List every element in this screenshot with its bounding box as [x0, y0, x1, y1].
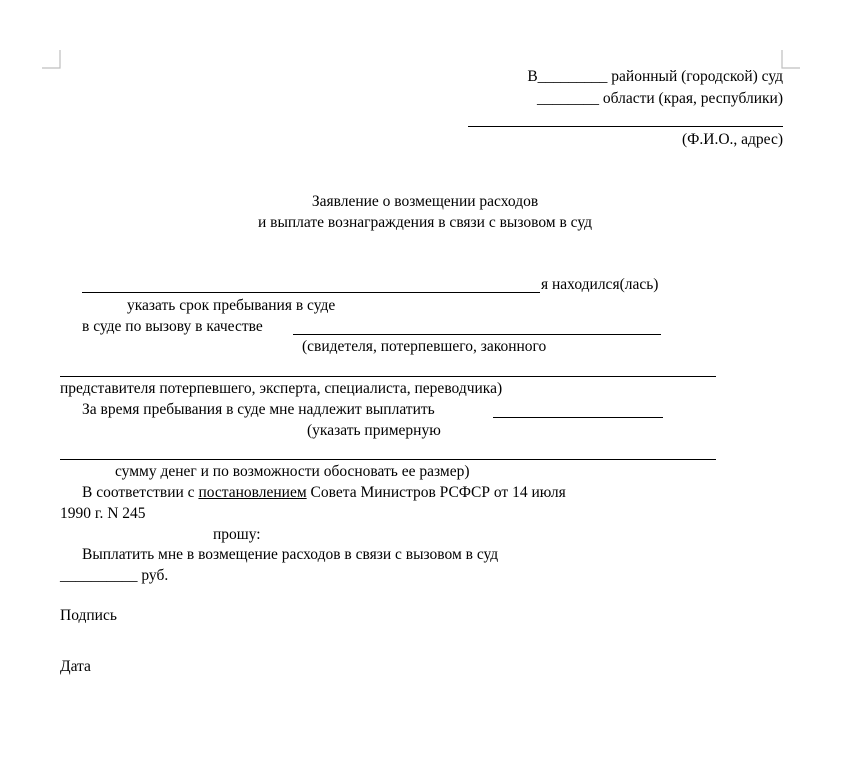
title-line-2: и выплате вознаграждения в связи с вызовом в суд [257, 214, 592, 231]
basis-suffix: Совета Министров РСФСР от 14 июля [306, 484, 566, 501]
fio-blank-line [468, 126, 783, 127]
request-text: Выплатить мне в возмещение расходов в связи с вызовом в суд [82, 546, 499, 563]
role-blank-line-2 [60, 376, 716, 377]
role-blank-line [293, 334, 661, 335]
basis-paragraph [82, 484, 566, 502]
stay-suffix: я находился(лась) [541, 276, 659, 293]
signature-label: Подпись [60, 607, 117, 624]
amount-line: __________ руб. [60, 567, 169, 584]
court-line: В_________ районный (городской) суд [527, 68, 783, 85]
region-line: ________ области (края, республики) [536, 90, 783, 107]
payment-blank-line-2 [60, 459, 716, 460]
title-line-1: Заявление о возмещении расходов [311, 193, 539, 210]
payment-hint-line-1: (указать примерную [307, 422, 441, 439]
payment-prefix: За время пребывания в суде мне надлежит выплатить [82, 401, 435, 418]
payment-blank-line [493, 417, 663, 418]
top-left-corner-mark [40, 50, 62, 70]
summoned-prefix: в суде по вызову в качестве [82, 318, 263, 335]
role-hint-line-1: (свидетеля, потерпевшего, законного [302, 338, 547, 355]
top-right-corner-mark [780, 50, 802, 70]
payment-hint-line-2: сумму денег и по возможности обосновать ее размер) [115, 463, 470, 480]
basis-link[interactable]: постановлением [198, 484, 307, 501]
basis-date: 1990 г. N 245 [60, 505, 146, 522]
request-word: прошу: [213, 526, 261, 543]
basis-prefix: В соответствии с [82, 484, 199, 501]
stay-blank-line [82, 292, 540, 293]
fio-hint: (Ф.И.О., адрес) [682, 131, 783, 148]
stay-hint: указать срок пребывания в суде [127, 297, 336, 314]
date-label: Дата [60, 658, 91, 675]
role-hint-line-2: представителя потерпевшего, эксперта, специалиста, переводчика) [60, 380, 503, 397]
